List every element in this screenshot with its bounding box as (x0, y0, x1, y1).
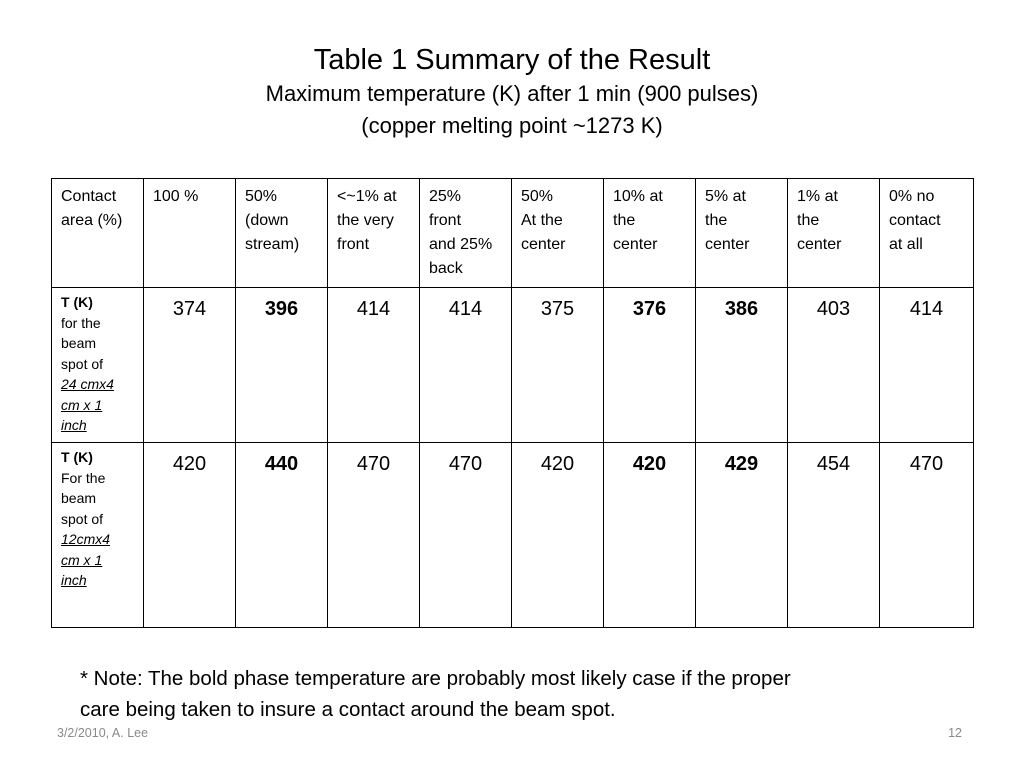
table-cell: 414 (420, 288, 512, 443)
header-cell: 5% at the center (696, 179, 788, 288)
table-cell: 386 (696, 288, 788, 443)
table-row (52, 288, 974, 443)
row-label-cell (52, 443, 144, 628)
beam-dimensions: 24 cmx4 cm x 1 inch (61, 376, 114, 433)
footnote: * Note: The bold phase temperature are probably most likely case if the proper care being taken to insure a contact around the beam spot. (80, 667, 791, 721)
row-label-text: For the beam spot of (61, 469, 106, 527)
header-cell: Contact area (%) (52, 179, 144, 288)
table-cell: 375 (512, 288, 604, 443)
header-cell: 50% At the center (512, 179, 604, 288)
title-block (0, 42, 1024, 142)
summary-table (51, 178, 974, 628)
header-cell: 10% at the center (604, 179, 696, 288)
table-cell: 429 (696, 443, 788, 628)
table-cell: 470 (420, 443, 512, 628)
table-cell: 420 (512, 443, 604, 628)
table-cell: 376 (604, 288, 696, 443)
header-cell: 50% (down stream) (236, 179, 328, 288)
header-cell: 100 % (144, 179, 236, 288)
footer-date-author: 3/2/2010, A. Lee (57, 726, 149, 740)
row-label: T (K) (61, 294, 93, 310)
row-label-text: for the beam spot of (61, 314, 104, 372)
row-label-cell (52, 288, 144, 443)
slide-subtitle-line1: Maximum temperature (K) after 1 min (900 pulses) (265, 81, 759, 106)
table-cell: 374 (144, 288, 236, 443)
page-number: 12 (948, 726, 962, 740)
table-cell: 414 (880, 288, 974, 443)
slide-title: Table 1 Summary of the Result (313, 44, 711, 76)
slide-subtitle-line2: (copper melting point ~1273 K) (361, 113, 663, 138)
beam-dimensions: 12cmx4 cm x 1 inch (61, 531, 111, 588)
table-cell: 440 (236, 443, 328, 628)
header-cell: 25% front and 25% back (420, 179, 512, 288)
header-cell: <~1% at the very front (328, 179, 420, 288)
header-cell: 0% no contact at all (880, 179, 974, 288)
row-label: T (K) (61, 449, 93, 465)
table-cell: 420 (604, 443, 696, 628)
header-cell: 1% at the center (788, 179, 880, 288)
table-row (52, 443, 974, 628)
table-cell: 454 (788, 443, 880, 628)
table-cell: 403 (788, 288, 880, 443)
table-header-row (52, 179, 974, 288)
table-cell: 470 (328, 443, 420, 628)
table-cell: 414 (328, 288, 420, 443)
table-cell: 396 (236, 288, 328, 443)
table-cell: 420 (144, 443, 236, 628)
table-cell: 470 (880, 443, 974, 628)
